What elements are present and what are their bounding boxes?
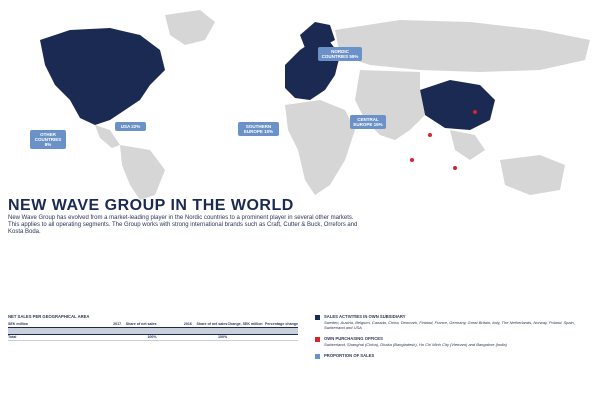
russia-shape — [335, 20, 590, 72]
asia-shape — [355, 70, 425, 140]
region-usa: USA 22% — [115, 122, 146, 131]
region-nordic: NORDIC COUNTRIES 55% — [318, 47, 362, 61]
sales-table-cell — [227, 335, 262, 340]
sales-table — [8, 314, 298, 341]
south-america-shape — [120, 145, 165, 200]
legend-heading: OWN PURCHASING OFFICES — [324, 336, 383, 341]
legend-swatch-square-icon — [315, 354, 320, 359]
africa-shape — [285, 100, 355, 195]
sales-table-header-cell: Change, SEK million — [227, 322, 263, 326]
sales-table-cell — [86, 335, 121, 340]
north-america-shape — [40, 28, 165, 125]
sales-table-cell: 100% — [147, 335, 157, 339]
sales-table-title: NET SALES PER GEOGRAPHICAL AREA — [8, 314, 90, 319]
legend-body: Switzerland, Shanghai (China), Dhaka (Bangladesh), Ho Chi Minh City (Vietnam) and Bangalore (India) — [324, 342, 507, 347]
australia-shape — [500, 155, 565, 195]
legend-item-own-purchasing — [315, 336, 595, 347]
southeast-asia-shape — [450, 130, 485, 160]
sales-table-total-row — [8, 334, 298, 341]
legend-swatch-square-icon — [315, 315, 320, 320]
purchasing-office-marker — [428, 133, 432, 137]
sales-table-cell — [263, 335, 298, 340]
greenland-shape — [165, 10, 215, 45]
sales-table-cell — [157, 335, 192, 340]
sales-table-cell: 100% — [218, 335, 228, 339]
purchasing-office-marker — [473, 110, 477, 114]
purchasing-office-marker — [453, 166, 457, 170]
legend-heading: SALES ACTIVITIES IN OWN SUBSIDIARY — [324, 314, 406, 319]
legend-heading: PROPORTION OF SALES — [324, 353, 375, 358]
sales-table-header-cell: SEK million — [8, 322, 28, 326]
sales-table-header-cell: Percentage change — [265, 322, 298, 326]
legend-body: Sweden, Austria, Belgium, Canada, China, Denmark, Finland, France, Germany, Great Britain, Italy, The Netherlands, Norway, Poland, Spain, Switzerland and USA — [324, 320, 575, 330]
sales-table-header-cell: Share of net sales — [125, 322, 157, 326]
sales-table-header-cell: Share of net sales — [196, 322, 228, 326]
map-legend — [315, 314, 595, 365]
legend-swatch-square-icon — [315, 337, 320, 342]
region-central-europe: CENTRAL EUROPE 15% — [350, 115, 386, 129]
legend-item-sales-subsidiary — [315, 314, 595, 330]
china-shape — [420, 80, 495, 130]
region-other-countries: OTHER COUNTRIES 8% — [30, 130, 66, 149]
page-title: NEW WAVE GROUP IN THE WORLD — [8, 197, 294, 214]
legend-item-proportion — [315, 353, 595, 359]
region-southern-europe: SOUTHERN EUROPE 10% — [238, 122, 279, 136]
purchasing-office-marker — [410, 158, 414, 162]
sales-table-header-cell: 2017 — [113, 322, 122, 326]
sales-table-cell: Total — [8, 335, 17, 339]
sales-table-header-cell: 2016 — [183, 322, 192, 326]
world-map — [0, 0, 600, 200]
lede-paragraph: New Wave Group has evolved from a market-leading player in the Nordic countries to a prominent player in several other markets. This applies to all operating segments. The Group works with strong international brands such as Craft, Cutter & Buck, Orrefors and Kosta Boda. — [8, 215, 358, 235]
